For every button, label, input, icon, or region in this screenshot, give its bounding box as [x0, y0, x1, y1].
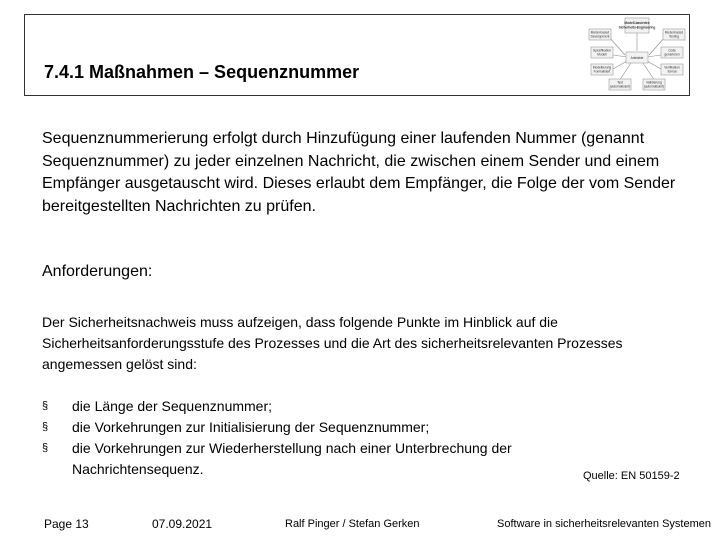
diagram-bottom-left-1: Test [617, 80, 623, 85]
diagram-bottom-right-2: (automatisiert) [643, 84, 665, 89]
bullet-marker: § [42, 400, 49, 412]
diagram-top-left-1: Model-based [590, 30, 610, 35]
page-number: Page 13 [44, 517, 89, 531]
list-item [42, 438, 622, 480]
footer-topic: Software in sicherheitsrelevanten Systemen [497, 518, 711, 530]
diagram-right-low-1: Verifikation [664, 65, 680, 70]
diagram-right-mid-2: generieren [664, 52, 680, 57]
list-item-text: die Vorkehrungen zur Initialisierung der Sequenznummer; [72, 419, 430, 435]
diagram-left-mid-1: Spezifikation [592, 48, 612, 53]
diagram-top-right-1: Model-based [664, 30, 684, 35]
requirements-heading: Anforderungen: [42, 263, 153, 280]
diagram-left-mid-2: Modell [597, 52, 607, 57]
diagram-top-left-2: Development [590, 34, 610, 39]
intro-paragraph: Sequenznummerierung erfolgt durch Hinzufügung einer laufenden Nummer (genannt Sequenznummer) zu jeder einzelnen Nachricht, die zwischen einem Sender und einem Empfänger ausgetauscht wird. Dieses erlaubt dem Empfänger, die Folge der vom Sender bereitgestellten Nachrichten zu prüfen. [42, 130, 676, 215]
diagram-left-low-1: Modellierung [592, 65, 612, 70]
diagram-top-center-2: Sicherheits-Engineering [618, 25, 656, 30]
diagram-top-center-1: Modell-basiertes [624, 21, 650, 25]
list-item-text: die Vorkehrungen zur Wiederherstellung nach einer Unterbrechung der Nachrichtensequenz. [72, 440, 512, 477]
diagram-top-right-2: Testing [668, 34, 680, 39]
list-item-text: die Länge der Sequenznummer; [72, 398, 273, 414]
requirements-list [42, 396, 622, 480]
page-title: 7.4.1 Maßnahmen – Sequenznummer [44, 62, 360, 82]
diagram-center: Artefakte [630, 56, 644, 60]
list-item [42, 417, 622, 438]
bullet-marker: § [42, 421, 49, 433]
diagram-right-low-2: formal [667, 69, 677, 74]
method-overview-diagram [585, 17, 689, 93]
source-citation: Quelle: EN 50159-2 [583, 470, 680, 482]
requirements-paragraph: Der Sicherheitsnachweis muss aufzeigen, dass folgende Punkte im Hinblick auf die Sicherheitsanforderungsstufe des Prozesses und die Art des sicherheitsrelevanten Prozesses angemessen gelöst sind: [42, 314, 623, 372]
diagram-right-mid-1: Code [668, 48, 676, 53]
diagram-bottom-right-1: Validierung [646, 80, 662, 85]
footer-authors: Ralf Pinger / Stefan Gerken [285, 518, 420, 530]
diagram-left-low-2: Formalisiert [593, 69, 611, 74]
footer-date: 07.09.2021 [152, 517, 213, 531]
diagram-bottom-left-2: (automatisiert) [609, 84, 631, 89]
bullet-marker: § [42, 442, 49, 454]
list-item [42, 396, 622, 417]
